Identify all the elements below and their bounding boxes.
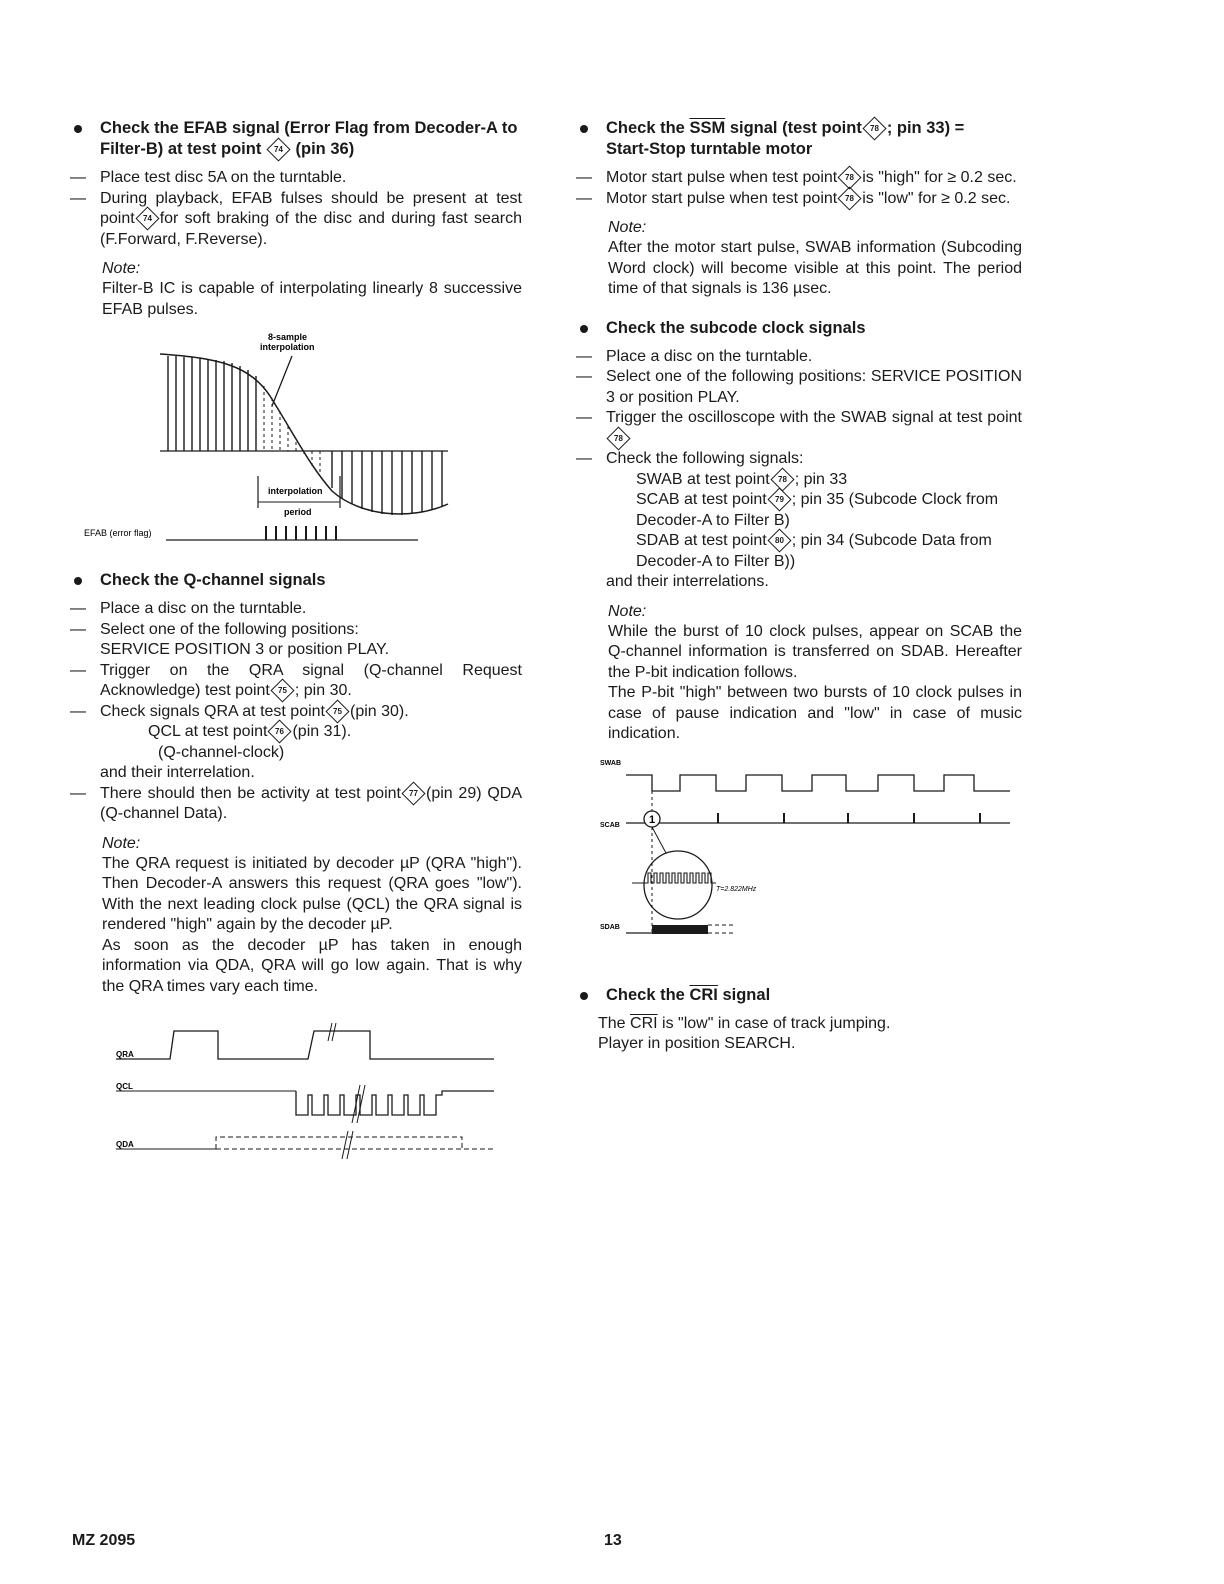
efab-list [70,168,522,250]
list-item: — Trigger on the QRA signal (Q-channel Request Acknowledge) test point 75 ; pin 30. [70,661,522,702]
test-point-icon: 78 [838,186,862,210]
list-item: — There should then be activity at test point 77 (pin 29) QDA (Q-channel Data). [70,784,522,825]
efab-interpolation-diagram [70,326,522,556]
test-point-icon: 78 [606,426,630,450]
test-point-icon: 80 [767,529,791,553]
period-label-2: period [284,507,312,517]
swab-label: SWAB [600,759,621,767]
efab-flag-label: EFAB (error flag) [84,528,152,538]
qchannel-list [70,599,522,825]
note-label: Note: [102,260,141,277]
list-item: — Trigger the oscilloscope with the SWAB signal at test point78 [576,408,1022,449]
efab-heading: Check the EFAB signal (Error Flag from Decoder-A to Filter-B) at test point 74 (pin 36) [70,118,522,160]
scab-label: SCAB [600,821,620,829]
marker-label: 1 [649,813,656,826]
subcode-list [576,347,1022,593]
list-item: — Motor start pulse when test point 78 is "high" for ≥ 0.2 sec. [576,168,1022,189]
test-point-icon: 74 [266,138,290,162]
bullet-icon [580,325,588,333]
note-text: Filter-B IC is capable of interpolating linearly 8 successive EFAB pulses. [102,280,522,318]
ssm-heading: Check the $\overline{SSM}$ signal (test point 78 ; pin 33) = Start-Stop turntable motor [576,118,1022,160]
note-label: Note: [608,602,647,620]
qda-label: QDA [116,1140,134,1149]
note-label: Note: [608,219,647,236]
qchannel-timing-diagram [70,1019,522,1179]
list-item: — Select one of the following positions: SERVICE POSITION 3 or position PLAY. [70,620,390,658]
list-item: — Place test disc 5A on the turntable. [70,169,347,186]
test-point-icon: 75 [270,679,294,703]
qcl-label: QCL [116,1082,133,1091]
note-text: As soon as the decoder µP has taken in enough information via QDA, QRA will go low again. That is why the QRA times vary each time. [102,936,522,995]
cri-heading: Check the $\overline{CRI}$ signal [576,985,1022,1006]
interp-label-2: interpolation [260,342,315,352]
interp-label-1: 8-sample [268,332,308,342]
note-text: The QRA request is initiated by decoder µP (QRA "high"). Then Decoder-A answers this request (QRA goes "low"). With the next leading clock pulse (QCL) the QRA signal is rendered "high" again by the decoder µP. [102,854,522,933]
right-column [576,118,1022,1055]
test-point-icon: 78 [770,467,794,491]
list-item: — Check the following signals: SWAB at test point 78 ; pin 33 SCAB at test point 79 ; pin 35 (Subcode Clock from Decoder-A to Filter B) SDAB at test point 80 ; pin 34 (Subcode Data from Decoder-A to Filter B)) and their interrelations. [576,450,999,590]
list-item: — Select one of the following positions: SERVICE POSITION 3 or position PLAY. [576,368,1022,406]
test-point-icon: 79 [767,488,791,512]
ssm-list [576,168,1022,209]
test-point-icon: 74 [135,207,159,231]
bullet-icon [580,125,588,133]
list-item: — During playback, EFAB fulses should be present at test point 74 for soft braking of the disc and during fast search (F.Forward, F.Reverse). [70,189,522,248]
frequency-label: T=2.822MHz [716,885,757,893]
test-point-icon: 77 [401,781,425,805]
qra-label: QRA [116,1050,134,1059]
test-point-icon: 75 [325,699,349,723]
cri-text: The $\overline{CRI}$ is "low" in case of track jumping. Player in position SEARCH. [598,1014,891,1052]
subcode-timing-diagram [576,753,1022,953]
bullet-icon [74,125,82,133]
test-point-icon: 76 [268,720,292,744]
page-number: 13 [604,1532,622,1549]
note-text: The P-bit "high" between two bursts of 10 clock pulses in case of pause indication and "low" in case of music indication. [608,684,1022,742]
period-label-1: interpolation [268,486,323,496]
test-point-icon: 78 [838,166,862,190]
sdab-label: SDAB [600,923,620,931]
list-item: — Place a disc on the turntable. [576,347,813,365]
note-text: After the motor start pulse, SWAB information (Subcoding Word clock) will become visible at this point. The period time of that signals is 136 µsec. [608,239,1022,297]
note-label: Note: [102,834,141,852]
list-item: — Place a disc on the turntable. [70,600,307,617]
list-item: — Check signals QRA at test point 75 (pin 30). QCL at test point 76 (pin 31). (Q-channel-clock) and their interrelation. [70,702,522,784]
left-column [70,118,522,1179]
model-number: MZ 2095 [72,1532,136,1549]
test-point-icon: 78 [862,117,886,141]
subcode-heading: Check the subcode clock signals [576,318,1022,339]
bullet-icon [74,577,82,585]
bullet-icon [580,992,588,1000]
qchannel-heading: Check the Q-channel signals [70,570,522,591]
list-item: — Motor start pulse when test point 78 is "low" for ≥ 0.2 sec. [576,189,1022,210]
note-text: While the burst of 10 clock pulses, appear on SCAB the Q-channel information is transferred on SDAB. Hereafter the P-bit indication follows. [608,622,1022,681]
